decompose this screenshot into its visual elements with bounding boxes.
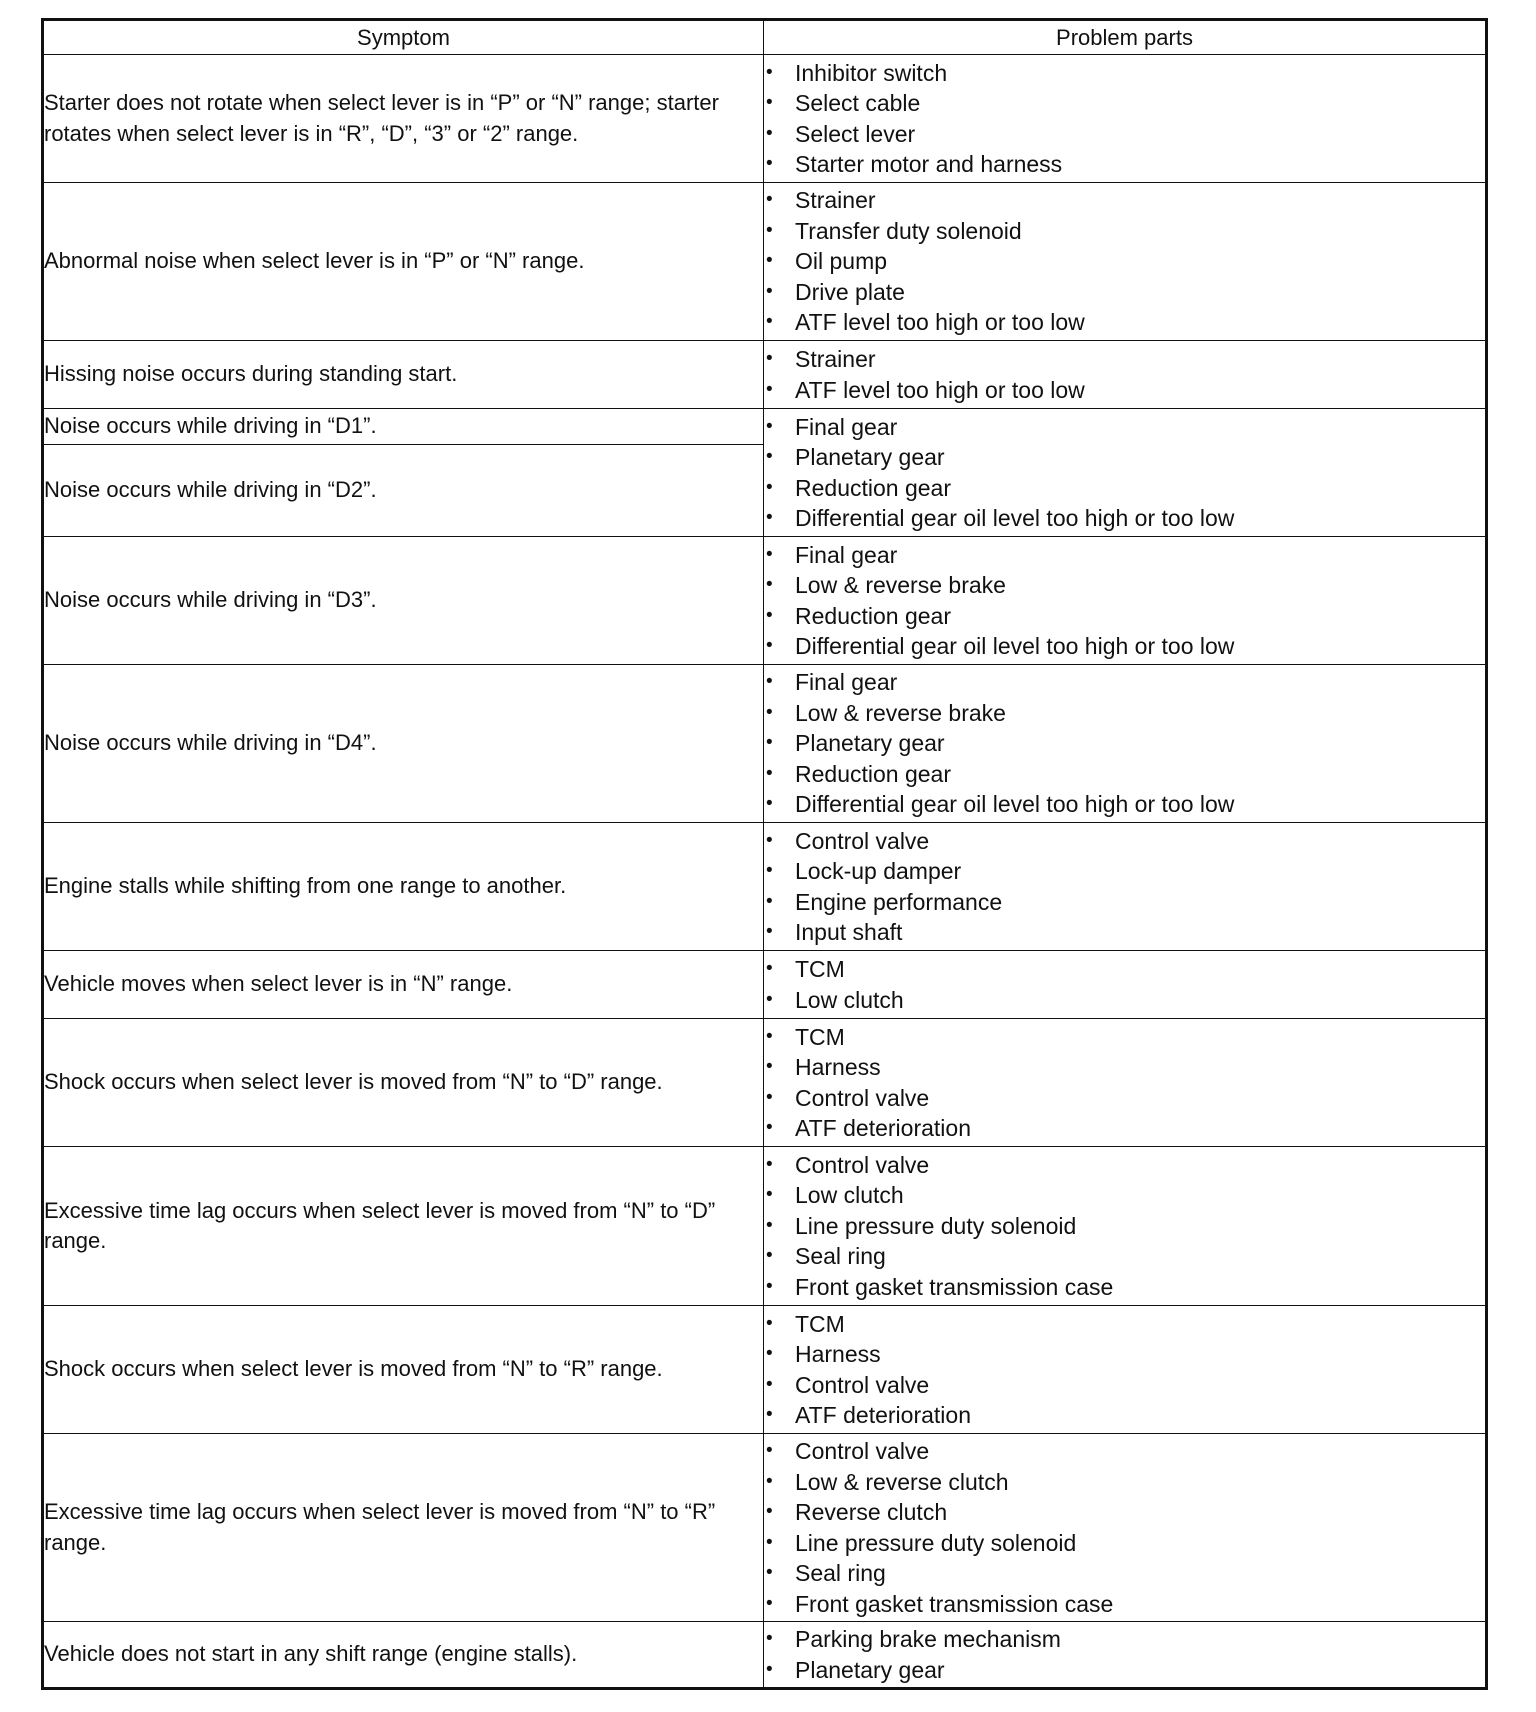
bullet-icon: •	[766, 1245, 773, 1267]
bullet-icon: •	[766, 446, 773, 467]
problem-part-text: Inhibitor switch	[795, 59, 948, 86]
symptom-cell: Noise occurs while driving in “D3”.	[43, 537, 764, 665]
problem-part-text: Strainer	[795, 346, 876, 372]
problem-part-item	[764, 917, 1485, 948]
bullet-icon: •	[766, 122, 773, 144]
problem-part-text: Strainer	[795, 187, 876, 214]
symptom-cell: Noise occurs while driving in “D4”.	[43, 665, 764, 823]
problem-part-item	[764, 789, 1485, 820]
problem-part-text: Reduction gear	[795, 602, 951, 629]
problem-part-text: Harness	[795, 1054, 881, 1080]
problem-part-item	[764, 216, 1485, 247]
bullet-icon: •	[766, 61, 773, 83]
table-row	[43, 823, 1487, 951]
problem-parts-cell	[764, 341, 1487, 409]
problem-part-item	[764, 570, 1485, 601]
problem-part-item	[764, 1497, 1485, 1528]
problem-part-item	[764, 856, 1485, 887]
problem-part-item	[764, 88, 1485, 119]
problem-part-item	[764, 954, 1485, 985]
problem-part-item	[764, 1113, 1485, 1144]
bullet-icon: •	[766, 543, 773, 565]
table-row	[43, 1434, 1487, 1622]
problem-part-text: Low clutch	[795, 1182, 904, 1209]
bullet-icon: •	[766, 1214, 773, 1236]
problem-part-text: Lock-up damper	[795, 858, 962, 884]
problem-part-text: Seal ring	[795, 1560, 886, 1586]
problem-part-text: Differential gear oil level too high or too low	[795, 791, 1235, 818]
problem-part-item	[764, 1528, 1485, 1559]
problem-part-text: Planetary gear	[795, 730, 945, 757]
problem-part-text: ATF deterioration	[795, 1115, 971, 1141]
problem-part-text: Engine performance	[795, 888, 1003, 915]
table-row	[43, 1306, 1487, 1434]
problem-part-text: Differential gear oil level too high or too low	[795, 505, 1235, 531]
problem-part-text: Planetary gear	[795, 444, 945, 470]
symptom-cell: Noise occurs while driving in “D2”.	[43, 445, 764, 537]
bullet-icon: •	[766, 793, 773, 815]
problem-part-item	[764, 1272, 1485, 1303]
problem-parts-list	[764, 412, 1485, 534]
problem-part-text: Seal ring	[795, 1243, 886, 1270]
bullet-icon: •	[766, 1658, 773, 1680]
problem-part-item	[764, 246, 1485, 277]
bullet-icon: •	[766, 1343, 773, 1364]
problem-part-text: Control valve	[795, 1084, 930, 1111]
bullet-icon: •	[766, 507, 773, 528]
problem-part-text: Control valve	[795, 1371, 930, 1398]
problem-part-text: ATF deterioration	[795, 1402, 971, 1428]
symptom-cell: Vehicle does not start in any shift range (engine stalls).	[43, 1622, 764, 1689]
bullet-icon: •	[766, 762, 773, 784]
symptom-cell: Noise occurs while driving in “D1”.	[43, 409, 764, 445]
bullet-icon: •	[766, 1025, 773, 1047]
problem-part-item	[764, 1624, 1485, 1655]
symptom-cell: Excessive time lag occurs when select lever is moved from “N” to “D” range.	[43, 1147, 764, 1306]
bullet-icon: •	[766, 153, 773, 174]
problem-parts-cell	[764, 823, 1487, 951]
problem-part-text: Select lever	[795, 120, 916, 147]
bullet-icon: •	[766, 890, 773, 912]
problem-part-item	[764, 185, 1485, 216]
problem-parts-cell	[764, 1147, 1487, 1306]
problem-part-item	[764, 344, 1485, 375]
problem-part-item	[764, 1370, 1485, 1401]
bullet-icon: •	[766, 1501, 773, 1522]
table-row	[43, 341, 1487, 409]
bullet-icon: •	[766, 701, 773, 723]
symptom-cell: Excessive time lag occurs when select lever is moved from “N” to “R” range.	[43, 1434, 764, 1622]
bullet-icon: •	[766, 635, 773, 656]
problem-part-item	[764, 728, 1485, 759]
problem-part-item	[764, 1400, 1485, 1431]
bullet-icon: •	[766, 604, 773, 626]
problem-part-item	[764, 985, 1485, 1016]
symptom-cell: Hissing noise occurs during standing start.	[43, 341, 764, 409]
problem-part-item	[764, 1150, 1485, 1181]
symptom-cell: Vehicle moves when select lever is in “N” range.	[43, 951, 764, 1019]
problem-part-text: Reverse clutch	[795, 1499, 948, 1525]
problem-part-item	[764, 1309, 1485, 1340]
problem-part-item	[764, 698, 1485, 729]
bullet-icon: •	[766, 1562, 773, 1583]
bullet-icon: •	[766, 921, 773, 942]
problem-part-item	[764, 412, 1485, 443]
table-row	[43, 409, 1487, 445]
bullet-icon: •	[766, 219, 773, 241]
problem-part-text: Front gasket transmission case	[795, 1273, 1114, 1300]
bullet-icon: •	[766, 860, 773, 881]
symptom-cell: Shock occurs when select lever is moved from “N” to “R” range.	[43, 1306, 764, 1434]
problem-part-item	[764, 887, 1485, 918]
problem-part-text: Front gasket transmission case	[795, 1590, 1114, 1617]
table-row	[43, 183, 1487, 341]
problem-part-item	[764, 601, 1485, 632]
table-row	[43, 55, 1487, 183]
bullet-icon: •	[766, 829, 773, 851]
problem-part-item	[764, 631, 1485, 662]
problem-part-item	[764, 540, 1485, 571]
bullet-icon: •	[766, 378, 773, 400]
problem-parts-list	[764, 954, 1485, 1015]
problem-parts-list	[764, 540, 1485, 662]
table-row	[43, 1019, 1487, 1147]
problem-part-text: Line pressure duty solenoid	[795, 1212, 1077, 1239]
bullet-icon: •	[766, 280, 773, 302]
problem-part-text: Oil pump	[795, 248, 888, 275]
table-row	[43, 537, 1487, 665]
problem-parts-list	[764, 344, 1485, 405]
bullet-icon: •	[766, 1312, 773, 1334]
bullet-icon: •	[766, 1470, 773, 1492]
problem-part-item	[764, 1436, 1485, 1467]
problem-part-text: Control valve	[795, 1438, 930, 1464]
table-row	[43, 665, 1487, 823]
problem-part-text: Input shaft	[795, 919, 903, 945]
problem-part-text: Starter motor and harness	[795, 151, 1063, 177]
bullet-icon: •	[766, 1628, 773, 1649]
problem-parts-header: Problem parts	[764, 20, 1487, 55]
problem-part-item	[764, 1589, 1485, 1620]
bullet-icon: •	[766, 189, 773, 211]
problem-parts-list	[764, 1624, 1485, 1685]
table-row	[43, 1622, 1487, 1689]
problem-part-item	[764, 58, 1485, 89]
problem-parts-cell	[764, 55, 1487, 183]
bullet-icon: •	[766, 958, 773, 979]
bullet-icon: •	[766, 574, 773, 595]
problem-part-text: Low & reverse clutch	[795, 1468, 1009, 1495]
problem-part-item	[764, 759, 1485, 790]
symptom-cell: Shock occurs when select lever is moved from “N” to “D” range.	[43, 1019, 764, 1147]
symptom-cell: Starter does not rotate when select lever is in “P” or “N” range; starter rotates when select lever is in “R”, “D”, “3” or “2” range.	[43, 55, 764, 183]
problem-part-item	[764, 1083, 1485, 1114]
problem-parts-cell	[764, 1306, 1487, 1434]
problem-part-text: TCM	[795, 1310, 845, 1337]
problem-part-text: Harness	[795, 1341, 881, 1367]
bullet-icon: •	[766, 1153, 773, 1175]
bullet-icon: •	[766, 732, 773, 754]
problem-parts-list	[764, 1309, 1485, 1431]
problem-part-text: Select cable	[795, 90, 921, 116]
problem-parts-cell	[764, 1622, 1487, 1689]
table-row	[43, 951, 1487, 1019]
problem-part-text: Planetary gear	[795, 1656, 945, 1683]
bullet-icon: •	[766, 988, 773, 1010]
bullet-icon: •	[766, 1531, 773, 1553]
problem-part-item	[764, 119, 1485, 150]
problem-part-text: Control valve	[795, 1151, 930, 1178]
problem-parts-cell	[764, 665, 1487, 823]
bullet-icon: •	[766, 1056, 773, 1077]
problem-part-item	[764, 1052, 1485, 1083]
problem-part-item	[764, 1241, 1485, 1272]
bullet-icon: •	[766, 1373, 773, 1395]
problem-parts-list	[764, 58, 1485, 180]
problem-part-text: ATF level too high or too low	[795, 376, 1085, 403]
troubleshooting-table	[41, 18, 1488, 1690]
problem-part-item	[764, 442, 1485, 473]
problem-part-text: Final gear	[795, 669, 898, 696]
problem-parts-list	[764, 1022, 1485, 1144]
problem-part-text: Drive plate	[795, 278, 905, 305]
problem-parts-list	[764, 667, 1485, 820]
bullet-icon: •	[766, 476, 773, 498]
problem-part-text: Reduction gear	[795, 760, 951, 787]
bullet-icon: •	[766, 348, 773, 369]
problem-part-item	[764, 473, 1485, 504]
problem-part-text: ATF level too high or too low	[795, 309, 1085, 336]
problem-part-text: Low & reverse brake	[795, 572, 1006, 598]
problem-part-text: Final gear	[795, 541, 898, 568]
table-body	[43, 55, 1487, 1689]
symptom-cell: Abnormal noise when select lever is in “P” or “N” range.	[43, 183, 764, 341]
bullet-icon: •	[766, 250, 773, 272]
problem-part-text: Line pressure duty solenoid	[795, 1529, 1077, 1556]
problem-part-item	[764, 1558, 1485, 1589]
problem-parts-cell	[764, 409, 1487, 537]
bullet-icon: •	[766, 1592, 773, 1614]
problem-part-item	[764, 826, 1485, 857]
problem-part-item	[764, 503, 1485, 534]
problem-parts-list	[764, 1436, 1485, 1619]
bullet-icon: •	[766, 1275, 773, 1297]
problem-part-text: Differential gear oil level too high or too low	[795, 633, 1235, 659]
problem-parts-cell	[764, 183, 1487, 341]
bullet-icon: •	[766, 1184, 773, 1206]
problem-part-text: Control valve	[795, 827, 930, 854]
problem-parts-list	[764, 1150, 1485, 1303]
bullet-icon: •	[766, 671, 773, 693]
problem-part-text: TCM	[795, 956, 845, 982]
problem-parts-cell	[764, 1019, 1487, 1147]
problem-parts-cell	[764, 537, 1487, 665]
bullet-icon: •	[766, 311, 773, 333]
bullet-icon: •	[766, 415, 773, 437]
problem-part-text: Final gear	[795, 413, 898, 440]
bullet-icon: •	[766, 92, 773, 113]
bullet-icon: •	[766, 1117, 773, 1138]
bullet-icon: •	[766, 1404, 773, 1425]
problem-parts-list	[764, 185, 1485, 338]
problem-parts-cell	[764, 1434, 1487, 1622]
problem-part-text: Parking brake mechanism	[795, 1626, 1061, 1652]
problem-part-item	[764, 1211, 1485, 1242]
problem-part-item	[764, 307, 1485, 338]
problem-part-text: Transfer duty solenoid	[795, 217, 1022, 244]
problem-part-item	[764, 1022, 1485, 1053]
problem-part-text: TCM	[795, 1023, 845, 1050]
problem-part-item	[764, 1339, 1485, 1370]
problem-parts-cell	[764, 951, 1487, 1019]
symptom-header: Symptom	[43, 20, 764, 55]
table-header-row	[43, 20, 1487, 55]
problem-part-item	[764, 1180, 1485, 1211]
problem-parts-list	[764, 826, 1485, 948]
problem-part-item	[764, 667, 1485, 698]
problem-part-item	[764, 1655, 1485, 1686]
problem-part-text: Reduction gear	[795, 474, 951, 501]
bullet-icon: •	[766, 1086, 773, 1108]
problem-part-item	[764, 277, 1485, 308]
problem-part-text: Low & reverse brake	[795, 699, 1006, 726]
problem-part-text: Low clutch	[795, 986, 904, 1013]
problem-part-item	[764, 149, 1485, 180]
problem-part-item	[764, 1467, 1485, 1498]
table-row	[43, 1147, 1487, 1306]
bullet-icon: •	[766, 1440, 773, 1461]
symptom-cell: Engine stalls while shifting from one range to another.	[43, 823, 764, 951]
problem-part-item	[764, 375, 1485, 406]
